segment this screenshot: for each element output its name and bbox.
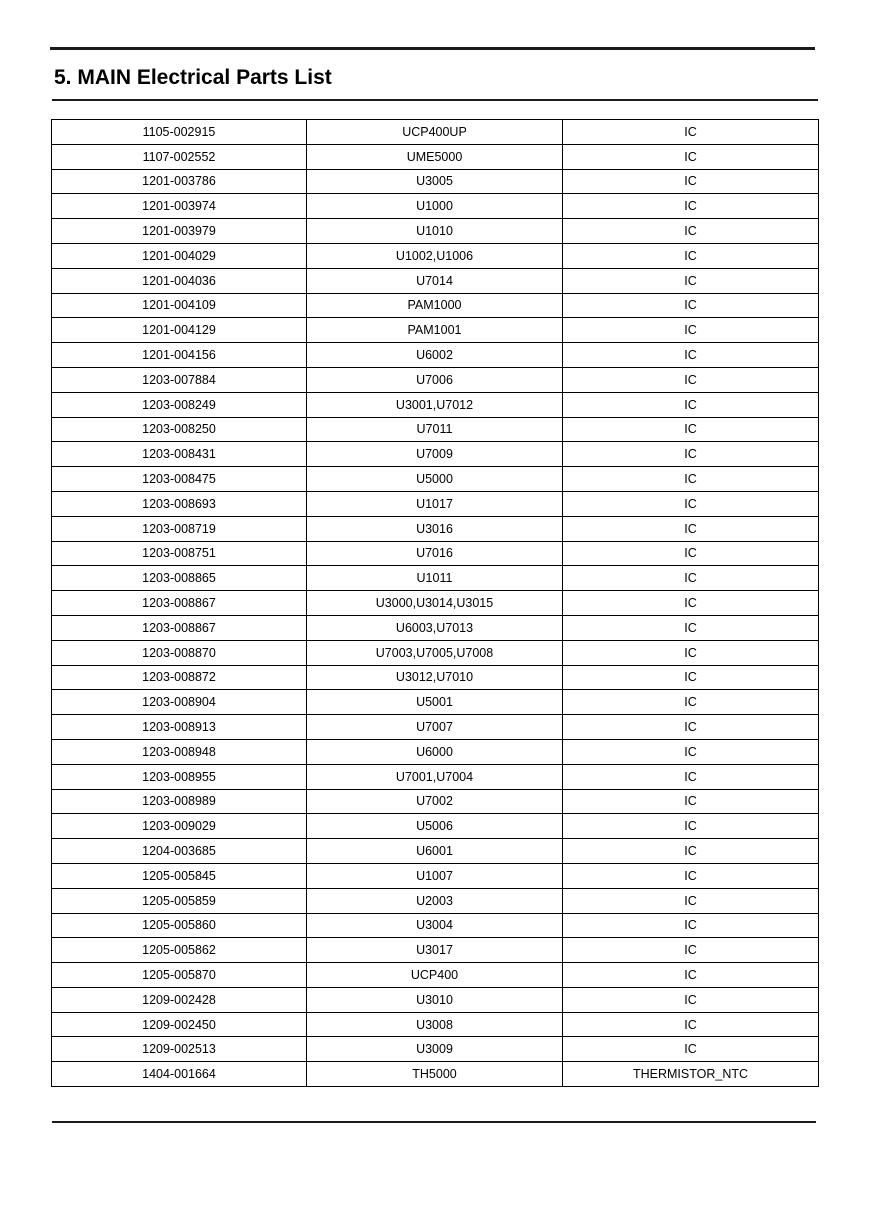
table-row [52,715,819,740]
part-code-cell: 1203-008989 [52,789,307,814]
part-code-cell: 1203-008249 [52,392,307,417]
table-row [52,367,819,392]
location-cell: U3012,U7010 [307,665,563,690]
part-code-cell: 1203-009029 [52,814,307,839]
description-cell: IC [563,219,819,244]
location-cell: U3001,U7012 [307,392,563,417]
location-cell: U3010 [307,987,563,1012]
description-cell: IC [563,615,819,640]
description-cell: IC [563,839,819,864]
description-cell: IC [563,913,819,938]
title-underline [52,99,818,101]
description-cell: IC [563,318,819,343]
location-cell: U7006 [307,367,563,392]
table-row [52,566,819,591]
part-code-cell: 1203-008865 [52,566,307,591]
part-code-cell: 1203-008904 [52,690,307,715]
description-cell: IC [563,814,819,839]
location-cell: U6001 [307,839,563,864]
description-cell: IC [563,541,819,566]
part-code-cell: 1203-008867 [52,591,307,616]
location-cell: U6000 [307,739,563,764]
table-row [52,293,819,318]
location-cell: UME5000 [307,144,563,169]
location-cell: U7016 [307,541,563,566]
location-cell: U7001,U7004 [307,764,563,789]
part-code-cell: 1201-004029 [52,243,307,268]
table-row [52,690,819,715]
location-cell: U5006 [307,814,563,839]
part-code-cell: 1203-008872 [52,665,307,690]
table-row [52,739,819,764]
description-cell: IC [563,1012,819,1037]
description-cell: IC [563,764,819,789]
location-cell: U2003 [307,888,563,913]
description-cell: IC [563,516,819,541]
part-code-cell: 1205-005870 [52,963,307,988]
description-cell: IC [563,963,819,988]
location-cell: U6003,U7013 [307,615,563,640]
location-cell: U7003,U7005,U7008 [307,640,563,665]
location-cell: U1007 [307,863,563,888]
description-cell: IC [563,343,819,368]
part-code-cell: 1205-005859 [52,888,307,913]
part-code-cell: 1203-008870 [52,640,307,665]
location-cell: TH5000 [307,1062,563,1087]
description-cell: IC [563,665,819,690]
table-row [52,417,819,442]
parts-table-body [52,120,819,1087]
description-cell: IC [563,417,819,442]
table-row [52,665,819,690]
table-row [52,243,819,268]
part-code-cell: 1404-001664 [52,1062,307,1087]
top-rule [50,47,815,50]
description-cell: IC [563,392,819,417]
description-cell: IC [563,863,819,888]
table-row [52,1062,819,1087]
location-cell: UCP400 [307,963,563,988]
part-code-cell: 1205-005862 [52,938,307,963]
table-row [52,888,819,913]
description-cell: IC [563,566,819,591]
location-cell: UCP400UP [307,120,563,145]
location-cell: U3005 [307,169,563,194]
part-code-cell: 1203-007884 [52,367,307,392]
table-row [52,343,819,368]
part-code-cell: 1203-008250 [52,417,307,442]
description-cell: IC [563,739,819,764]
description-cell: IC [563,690,819,715]
part-code-cell: 1209-002428 [52,987,307,1012]
table-row [52,120,819,145]
description-cell: IC [563,789,819,814]
table-row [52,987,819,1012]
part-code-cell: 1203-008719 [52,516,307,541]
part-code-cell: 1205-005845 [52,863,307,888]
part-code-cell: 1201-004129 [52,318,307,343]
location-cell: U3008 [307,1012,563,1037]
table-row [52,194,819,219]
part-code-cell: 1201-004156 [52,343,307,368]
part-code-cell: 1201-003974 [52,194,307,219]
part-code-cell: 1203-008948 [52,739,307,764]
table-row [52,839,819,864]
description-cell: IC [563,293,819,318]
table-row [52,863,819,888]
table-row [52,219,819,244]
table-row [52,640,819,665]
table-row [52,1012,819,1037]
table-row [52,318,819,343]
location-cell: U1010 [307,219,563,244]
location-cell: U5000 [307,467,563,492]
part-code-cell: 1203-008751 [52,541,307,566]
table-row [52,541,819,566]
part-code-cell: 1204-003685 [52,839,307,864]
description-cell: IC [563,715,819,740]
description-cell: IC [563,144,819,169]
part-code-cell: 1203-008475 [52,467,307,492]
table-row [52,913,819,938]
description-cell: IC [563,120,819,145]
location-cell: U7014 [307,268,563,293]
table-row [52,144,819,169]
part-code-cell: 1203-008431 [52,442,307,467]
table-row [52,1037,819,1062]
description-cell: IC [563,442,819,467]
location-cell: U7002 [307,789,563,814]
table-row [52,169,819,194]
table-row [52,268,819,293]
table-row [52,963,819,988]
location-cell: U5001 [307,690,563,715]
description-cell: IC [563,491,819,516]
table-row [52,591,819,616]
description-cell: IC [563,888,819,913]
location-cell: U1002,U1006 [307,243,563,268]
location-cell: U3000,U3014,U3015 [307,591,563,616]
description-cell: IC [563,591,819,616]
location-cell: U1011 [307,566,563,591]
description-cell: IC [563,938,819,963]
table-row [52,516,819,541]
description-cell: IC [563,169,819,194]
part-code-cell: 1209-002513 [52,1037,307,1062]
description-cell: IC [563,467,819,492]
description-cell: IC [563,367,819,392]
description-cell: IC [563,194,819,219]
bottom-rule [52,1121,816,1123]
location-cell: U3016 [307,516,563,541]
part-code-cell: 1107-002552 [52,144,307,169]
description-cell: IC [563,268,819,293]
location-cell: PAM1001 [307,318,563,343]
table-row [52,467,819,492]
part-code-cell: 1201-003786 [52,169,307,194]
location-cell: PAM1000 [307,293,563,318]
location-cell: U6002 [307,343,563,368]
parts-table [51,119,819,1087]
part-code-cell: 1203-008913 [52,715,307,740]
location-cell: U7007 [307,715,563,740]
table-row [52,491,819,516]
description-cell: IC [563,243,819,268]
description-cell: IC [563,640,819,665]
location-cell: U1017 [307,491,563,516]
location-cell: U3009 [307,1037,563,1062]
location-cell: U7011 [307,417,563,442]
part-code-cell: 1201-004036 [52,268,307,293]
table-row [52,764,819,789]
location-cell: U3017 [307,938,563,963]
part-code-cell: 1203-008693 [52,491,307,516]
table-row [52,789,819,814]
table-row [52,442,819,467]
part-code-cell: 1209-002450 [52,1012,307,1037]
table-row [52,615,819,640]
part-code-cell: 1203-008867 [52,615,307,640]
part-code-cell: 1205-005860 [52,913,307,938]
table-row [52,938,819,963]
description-cell: THERMISTOR_NTC [563,1062,819,1087]
page-title: 5. MAIN Electrical Parts List [54,66,332,89]
description-cell: IC [563,1037,819,1062]
part-code-cell: 1201-003979 [52,219,307,244]
location-cell: U1000 [307,194,563,219]
part-code-cell: 1201-004109 [52,293,307,318]
description-cell: IC [563,987,819,1012]
location-cell: U7009 [307,442,563,467]
part-code-cell: 1203-008955 [52,764,307,789]
location-cell: U3004 [307,913,563,938]
table-row [52,392,819,417]
table-row [52,814,819,839]
part-code-cell: 1105-002915 [52,120,307,145]
